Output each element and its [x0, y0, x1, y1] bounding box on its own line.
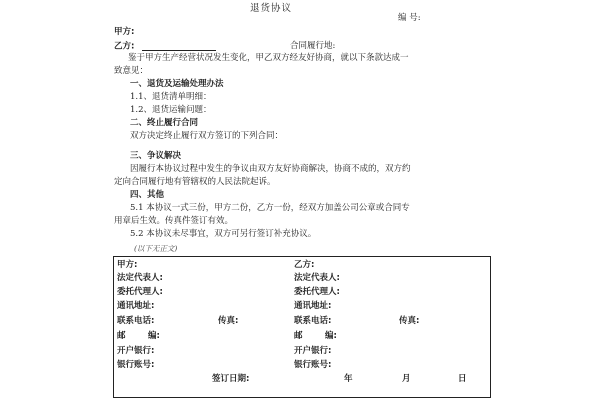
table-agent-a: 委托代理人: [117, 287, 163, 297]
section-1-item-1: 1.1、退货清单明细： [130, 92, 212, 102]
document-title: 退货协议 [250, 3, 293, 14]
party-b-underline [142, 41, 216, 51]
section-4-title: 四、其他 [130, 190, 165, 200]
table-postal-a-char2: 编: [148, 331, 160, 341]
intro-line-1: 鉴于甲方生产经营状况发生变化，甲乙双方经友好协商，就以下条款达成一 [128, 53, 409, 63]
table-postal-a-char1: 邮 [117, 331, 126, 341]
table-fax-a: 传真: [218, 316, 239, 326]
table-phone-b: 联系电话: [294, 316, 332, 326]
section-4-item-2: 5.2 本协议未尽事宜，双方可另行签订补充协议。 [130, 229, 317, 239]
table-address-a: 通讯地址: [117, 301, 155, 311]
section-2-text: 双方决定终止履行双方签订的下列合同： [130, 131, 284, 141]
table-fax-b: 传真: [399, 316, 420, 326]
table-bank-a: 开户银行: [117, 346, 155, 356]
intro-line-2: 致意见： [114, 66, 149, 76]
table-legal-rep-a: 法定代表人: [117, 273, 163, 283]
section-3-line-2: 定向合同履行地有管辖权的人民法院起诉。 [114, 177, 276, 187]
table-sign-year: 年 [344, 374, 353, 384]
party-b-label: 乙方: [114, 41, 216, 51]
section-1-title: 一、退货及运输处理办法 [130, 79, 224, 89]
table-sign-date: 签订日期: [212, 374, 250, 384]
section-4-item-1-line-2: 用章后生效。传真件签订有效。 [114, 216, 234, 226]
end-of-text-note: (以下无正文) [134, 244, 178, 253]
table-phone-a: 联系电话: [117, 316, 155, 326]
table-party-b: 乙方: [294, 260, 315, 270]
party-a-label: 甲方: [114, 27, 135, 37]
table-sign-month: 月 [402, 374, 411, 384]
table-party-a: 甲方: [117, 260, 138, 270]
table-legal-rep-b: 法定代表人: [294, 273, 340, 283]
table-sign-day: 日 [458, 374, 467, 384]
signature-table [113, 256, 491, 398]
table-postal-b-char2: 编: [325, 331, 337, 341]
table-agent-b: 委托代理人: [294, 287, 340, 297]
section-2-title: 二、终止履行合同 [130, 118, 199, 128]
table-postal-b-char1: 邮 [294, 331, 303, 341]
section-3-line-1: 因履行本协议过程中发生的争议由双方友好协商解决，协商不成的，双方约 [130, 164, 411, 174]
table-account-a: 银行账号: [117, 360, 155, 370]
table-address-b: 通讯地址: [294, 301, 332, 311]
table-bank-b: 开户银行: [294, 346, 332, 356]
place-of-performance-label: 合同履行地: [290, 41, 336, 51]
section-1-item-2: 1.2、退货运输问题： [130, 105, 212, 115]
table-account-b: 银行账号: [294, 360, 332, 370]
section-3-title: 三、争议解决 [130, 151, 182, 161]
section-4-item-1-line-1: 5.1 本协议一式三份，甲方二份，乙方一份，经双方加盖公司公章或合同专 [130, 203, 410, 213]
contract-number-label: 编 号: [398, 13, 421, 23]
